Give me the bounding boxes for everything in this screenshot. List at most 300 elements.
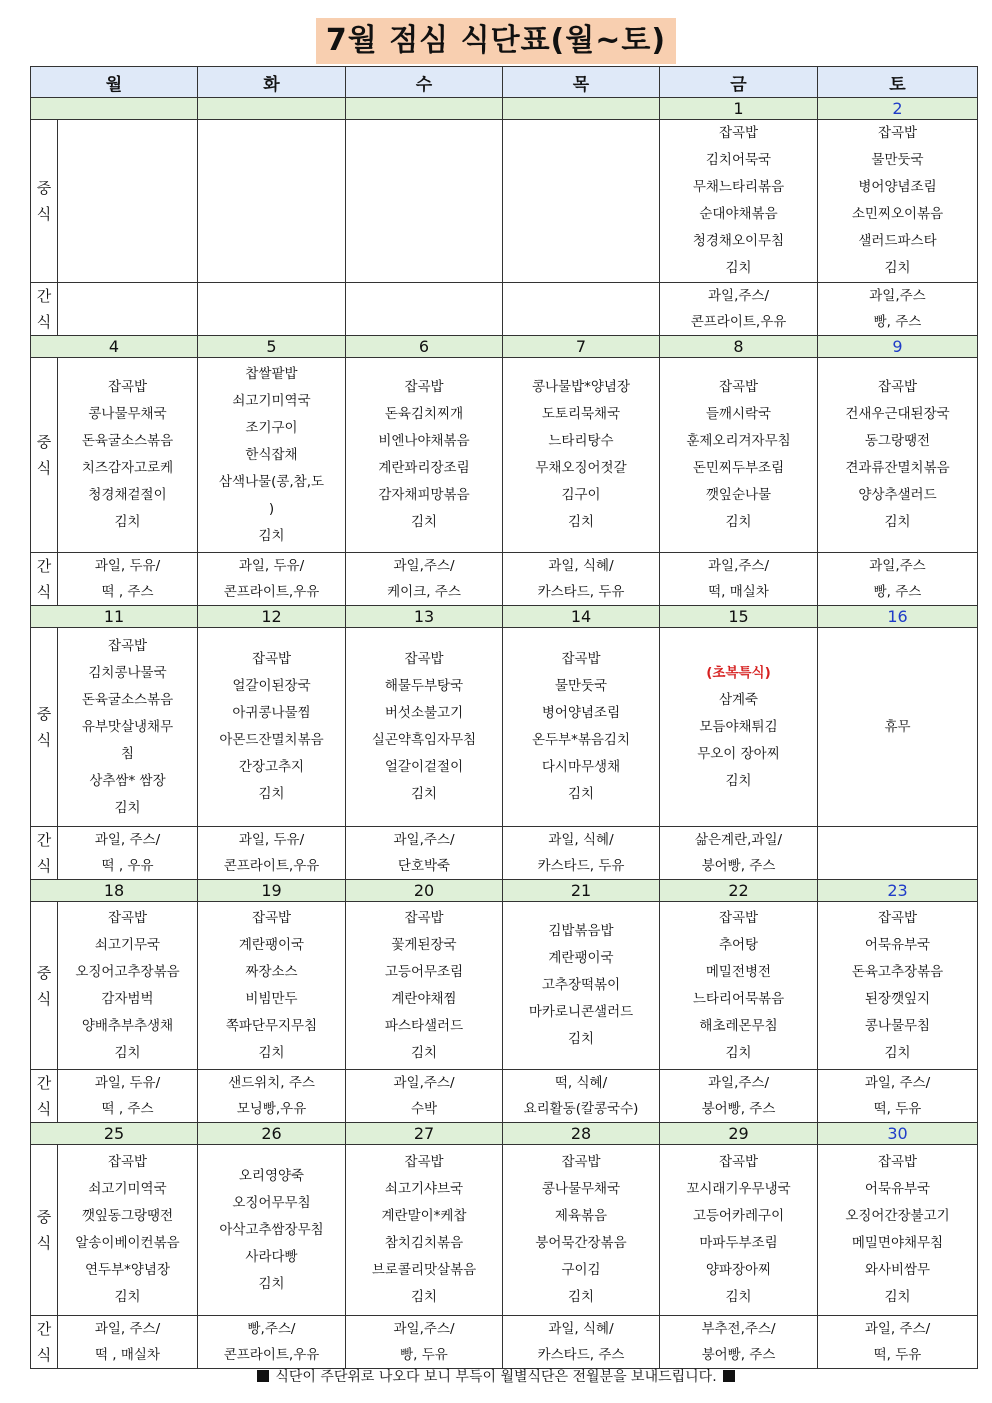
menu-item: 얼갈이된장국	[232, 678, 311, 694]
snack-label-text: 간	[36, 557, 52, 575]
menu-item: 병어양념조림	[541, 705, 621, 721]
menu-item: 오징어간장불고기	[845, 1208, 950, 1224]
menu-item: 깻잎동그랑땡전	[81, 1208, 174, 1224]
lunch-cell	[818, 120, 978, 283]
snack-label	[31, 827, 58, 880]
snack-label-text: 식	[36, 583, 52, 601]
snack-item: 과일,주스/	[707, 558, 769, 574]
menu-item: 김구이	[561, 487, 601, 503]
menu-item: 사라다빵	[245, 1248, 298, 1265]
menu-item: (초복특식)	[706, 664, 771, 681]
date-cell: 26	[198, 1123, 346, 1145]
lunch-cell	[58, 358, 198, 553]
menu-item: 무채오징어젓갈	[535, 460, 627, 476]
snack-item: 떡, 두유	[873, 1347, 922, 1363]
menu-item: 느타리탕수	[548, 433, 614, 449]
menu-item: 잡곡밥	[561, 1154, 601, 1170]
menu-item: 김치	[258, 1044, 285, 1061]
menu-table-body	[31, 67, 978, 1369]
lunch-label	[31, 358, 58, 553]
menu-item: 김치콩나물국	[88, 664, 167, 681]
snack-row	[31, 1070, 978, 1123]
menu-item: 김치	[410, 786, 438, 802]
menu-item: 간장고추지	[238, 759, 305, 775]
menu-item: 잡곡밥	[251, 909, 292, 926]
lunch-label-text: 식	[36, 731, 52, 749]
date-cell: 13	[346, 606, 503, 628]
weekday-header-thu: 목	[503, 67, 660, 98]
menu-item: 김치	[410, 514, 438, 530]
menu-item: 잡곡밥	[107, 909, 148, 926]
snack-item: 과일, 두유/	[94, 558, 161, 574]
snack-item: 수박	[410, 1101, 438, 1117]
snack-item: 과일,주스/	[393, 1075, 455, 1091]
snack-row	[31, 1316, 978, 1369]
menu-item: 돈육굴소스볶음	[81, 433, 174, 449]
menu-item: 건새우근대된장국	[845, 406, 950, 422]
menu-item: 쇠고기미역국	[88, 1181, 167, 1197]
lunch-cell	[818, 628, 978, 827]
menu-item: 샐러드파스타	[858, 233, 937, 249]
menu-item: 잡곡밥	[251, 651, 292, 667]
snack-item: 콘프라이트,우유	[223, 1347, 320, 1363]
lunch-cell	[818, 358, 978, 553]
date-cell: 15	[660, 606, 818, 628]
snack-cell	[346, 283, 503, 336]
snack-cell	[198, 1070, 346, 1123]
snack-row	[31, 827, 978, 880]
snack-item: 카스타드, 두유	[537, 584, 625, 600]
menu-item: 쇠고기샤브국	[384, 1181, 464, 1197]
lunch-cell	[198, 120, 346, 283]
square-bullet-icon	[257, 1370, 269, 1382]
date-row	[31, 880, 978, 902]
menu-item: 김밥볶음밥	[548, 923, 614, 939]
snack-cell	[503, 827, 660, 880]
lunch-label	[31, 120, 58, 283]
date-row	[31, 98, 978, 120]
snack-item: 과일,주스/	[393, 558, 455, 574]
snack-cell	[818, 1316, 978, 1369]
lunch-cell	[503, 902, 660, 1070]
menu-item: 알송이베이컨볶음	[75, 1235, 180, 1251]
date-cell-mon: 18	[31, 880, 198, 902]
menu-item: 물만둣국	[554, 678, 608, 694]
menu-item: 비빔만두	[245, 990, 298, 1007]
snack-cell	[503, 1316, 660, 1369]
lunch-cell	[58, 1145, 198, 1316]
menu-item: 오징어무무침	[232, 1194, 311, 1211]
snack-item: 과일,주스/	[393, 832, 455, 848]
menu-item: 김치	[884, 514, 911, 530]
menu-item: 김치	[410, 1289, 438, 1305]
weekday-header-tue: 화	[198, 67, 346, 98]
date-row	[31, 1123, 978, 1145]
snack-cell	[660, 553, 818, 606]
title-wrap	[0, 18, 992, 64]
menu-item: 짜장소스	[245, 963, 298, 980]
snack-label	[31, 553, 58, 606]
menu-item: 잡곡밥	[404, 651, 444, 667]
snack-item: 콘프라이트,우유	[223, 858, 320, 874]
snack-cell	[660, 1316, 818, 1369]
lunch-cell	[660, 902, 818, 1070]
snack-item: 과일,주스/	[707, 1075, 769, 1091]
snack-item: 과일, 식혜/	[548, 832, 614, 848]
menu-item: 김치	[114, 1044, 141, 1061]
date-cell: 16	[818, 606, 978, 628]
menu-item: 아삭고추쌈장무침	[219, 1221, 324, 1238]
snack-item: 요리활동(칼콩국수)	[523, 1101, 639, 1117]
snack-cell	[198, 827, 346, 880]
snack-item: 단호박죽	[397, 858, 451, 874]
menu-item: 잡곡밥	[718, 909, 759, 926]
menu-item: 순대야채볶음	[699, 206, 778, 222]
menu-item: 찹쌀팥밥	[245, 365, 298, 382]
lunch-cell	[198, 628, 346, 827]
menu-item: 김치	[114, 514, 141, 530]
menu-item: )	[268, 500, 275, 517]
snack-cell	[818, 553, 978, 606]
snack-cell	[198, 553, 346, 606]
menu-item: 해초레몬무침	[699, 1017, 778, 1034]
menu-item: 느타리어묵볶음	[692, 990, 785, 1007]
menu-item: 동그랑땡전	[864, 433, 931, 449]
menu-item: 계란야채찜	[391, 990, 457, 1007]
menu-item: 돈육김치찌개	[384, 406, 464, 422]
snack-item: 샌드위치, 주스	[228, 1075, 315, 1091]
snack-item: 빵, 두유	[400, 1347, 448, 1363]
menu-item: 고등어무조림	[384, 963, 464, 980]
menu-item: 김치	[258, 527, 285, 544]
snack-cell	[58, 553, 198, 606]
menu-item: 삼계죽	[718, 691, 759, 708]
date-cell-mon	[31, 98, 198, 120]
snack-label-text: 간	[36, 831, 52, 849]
menu-item: 김치	[567, 786, 595, 802]
menu-item: 쇠고기미역국	[232, 392, 311, 409]
snack-item: 떡 , 주스	[101, 1101, 154, 1117]
menu-item: 도토리묵채국	[541, 406, 621, 422]
lunch-cell	[660, 628, 818, 827]
date-cell: 8	[660, 336, 818, 358]
menu-item: 김치	[567, 1289, 595, 1305]
page-title: 7월 점심 식단표(월~토)	[316, 18, 676, 64]
snack-item: 과일,주스	[869, 288, 926, 304]
menu-item: 김치	[884, 260, 911, 276]
snack-cell	[818, 827, 978, 880]
menu-item: 김치	[884, 1289, 911, 1305]
snack-cell	[346, 1316, 503, 1369]
snack-cell	[660, 283, 818, 336]
snack-label-text: 간	[36, 1074, 52, 1092]
lunch-cell	[58, 902, 198, 1070]
date-row	[31, 336, 978, 358]
menu-item: 실곤약흑임자무침	[371, 732, 477, 748]
snack-item: 과일,주스/	[707, 288, 769, 304]
menu-item: 온두부*볶음김치	[531, 732, 631, 748]
lunch-row	[31, 1145, 978, 1316]
lunch-cell	[346, 1145, 503, 1316]
snack-cell	[660, 827, 818, 880]
menu-item: 들깨시락국	[705, 406, 772, 422]
lunch-cell	[503, 628, 660, 827]
menu-item: 마카로니콘샐러드	[528, 1004, 634, 1020]
menu-item: 계란팽이국	[238, 936, 305, 953]
snack-item: 붕어빵, 주스	[701, 858, 776, 874]
menu-item: 브로콜리맛살볶음	[371, 1262, 477, 1278]
date-cell	[503, 98, 660, 120]
snack-item: 빵, 주스	[873, 584, 922, 600]
menu-item: 김치	[725, 514, 752, 530]
lunch-cell	[818, 902, 978, 1070]
menu-item: 청경채오이무침	[692, 233, 785, 249]
date-cell: 22	[660, 880, 818, 902]
menu-item: 아몬드잔멸치볶음	[219, 732, 324, 748]
snack-cell	[503, 283, 660, 336]
snack-label-text: 간	[36, 287, 52, 305]
menu-item: 잡곡밥	[718, 1154, 759, 1170]
lunch-cell	[818, 1145, 978, 1316]
lunch-cell	[198, 1145, 346, 1316]
lunch-row	[31, 358, 978, 553]
snack-item: 카스타드, 두유	[537, 858, 625, 874]
snack-item: 과일,주스/	[393, 1321, 455, 1337]
menu-item: 해물두부탕국	[384, 678, 464, 694]
date-row	[31, 606, 978, 628]
date-cell: 21	[503, 880, 660, 902]
menu-item: 양상추샐러드	[858, 487, 937, 503]
menu-item: 청경채겉절이	[88, 487, 167, 503]
menu-item: 추어탕	[718, 936, 759, 953]
menu-item: 무오이 장아찌	[697, 745, 780, 762]
date-cell: 28	[503, 1123, 660, 1145]
menu-item: 모듬야채튀김	[699, 718, 778, 735]
lunch-label-text: 중	[36, 963, 52, 982]
snack-cell	[58, 827, 198, 880]
menu-item: 구이김	[561, 1262, 601, 1278]
lunch-cell	[58, 628, 198, 827]
menu-item: 김치	[725, 772, 752, 789]
menu-item: 김치	[258, 1275, 285, 1292]
lunch-cell	[660, 358, 818, 553]
lunch-label-text: 식	[36, 1234, 52, 1252]
snack-cell	[198, 1316, 346, 1369]
menu-item: 김치	[114, 799, 141, 816]
snack-label-text: 간	[36, 1320, 52, 1338]
menu-item: 잡곡밥	[877, 379, 918, 395]
menu-item: 소민찌오이볶음	[851, 206, 944, 222]
menu-item: 잡곡밥	[107, 379, 148, 395]
menu-item: 다시마무생채	[541, 759, 621, 775]
snack-cell	[660, 1070, 818, 1123]
menu-item: 붕어묵간장볶음	[535, 1235, 627, 1251]
snack-item: 카스타드, 주스	[537, 1347, 625, 1363]
date-cell: 19	[198, 880, 346, 902]
menu-item: 삼색나물(콩,참,도	[218, 473, 325, 490]
menu-item: 콩나물무채국	[88, 406, 167, 422]
menu-item: 고등어카레구이	[692, 1208, 785, 1224]
menu-item: 잡곡밥	[877, 1154, 918, 1170]
date-cell: 6	[346, 336, 503, 358]
lunch-cell	[660, 120, 818, 283]
date-cell	[346, 98, 503, 120]
snack-cell	[503, 553, 660, 606]
menu-item: 한식잡채	[245, 446, 298, 463]
snack-row	[31, 553, 978, 606]
lunch-label-text: 중	[36, 705, 52, 723]
menu-item: 잡곡밥	[107, 1154, 148, 1170]
date-cell: 14	[503, 606, 660, 628]
snack-cell	[58, 1070, 198, 1123]
lunch-row	[31, 120, 978, 283]
snack-item: 과일, 주스/	[864, 1321, 931, 1337]
menu-item: 감자채피망볶음	[378, 487, 470, 503]
snack-item: 떡 , 주스	[101, 584, 154, 600]
lunch-row	[31, 902, 978, 1070]
date-cell: 5	[198, 336, 346, 358]
lunch-label-text: 중	[36, 179, 52, 197]
menu-item: 병어양념조림	[858, 179, 937, 195]
snack-cell	[346, 827, 503, 880]
lunch-cell	[346, 902, 503, 1070]
snack-item: 떡, 식혜/	[554, 1075, 608, 1091]
menu-item: 김치	[725, 1044, 752, 1061]
menu-table	[30, 66, 978, 1369]
date-cell	[198, 98, 346, 120]
menu-item: 잡곡밥	[404, 909, 444, 926]
menu-item: 어묵유부국	[864, 936, 931, 953]
menu-item: 물만둣국	[871, 152, 924, 168]
snack-label-text: 식	[36, 1100, 52, 1118]
snack-cell	[346, 1070, 503, 1123]
snack-cell	[818, 283, 978, 336]
menu-item: 김치	[567, 1031, 595, 1047]
menu-item: 고추장떡볶이	[541, 977, 621, 993]
snack-item: 떡, 두유	[873, 1101, 922, 1117]
menu-item: 오징어고추장볶음	[75, 963, 180, 980]
snack-label	[31, 283, 58, 336]
menu-item: 어묵유부국	[864, 1181, 931, 1197]
menu-item: 제육볶음	[554, 1208, 608, 1224]
snack-item: 붕어빵, 주스	[701, 1347, 776, 1363]
date-cell: 27	[346, 1123, 503, 1145]
menu-item: 잡곡밥	[404, 1154, 444, 1170]
menu-item: 김치	[567, 514, 595, 530]
menu-item: 쪽파단무지무침	[225, 1017, 318, 1034]
menu-item: 김치어묵국	[705, 152, 772, 168]
menu-item: 계란꽈리장조림	[378, 460, 470, 476]
menu-item: 잡곡밥	[718, 379, 759, 395]
lunch-label	[31, 902, 58, 1070]
date-cell: 9	[818, 336, 978, 358]
menu-item: 참치김치볶음	[384, 1235, 464, 1251]
lunch-label	[31, 628, 58, 827]
snack-cell	[818, 1070, 978, 1123]
date-cell: 2	[818, 98, 978, 120]
snack-label-text: 식	[36, 313, 52, 331]
menu-item: 계란팽이국	[548, 950, 614, 966]
menu-item: 조기구이	[245, 419, 298, 436]
lunch-label-text: 중	[36, 433, 52, 451]
menu-item: 훈제오리겨자무침	[686, 433, 791, 449]
lunch-cell	[346, 120, 503, 283]
lunch-label-text: 식	[36, 989, 52, 1008]
menu-item: 잡곡밥	[561, 651, 601, 667]
snack-item: 부추전,주스/	[701, 1321, 776, 1337]
weekday-header-mon: 월	[31, 67, 198, 98]
menu-item: 휴무	[884, 718, 911, 735]
menu-item: 계란말이*케찹	[381, 1208, 467, 1224]
menu-item: 비엔나야채볶음	[378, 433, 470, 449]
date-cell-mon: 25	[31, 1123, 198, 1145]
menu-item: 침	[120, 745, 135, 762]
snack-item: 빵, 주스	[873, 314, 922, 330]
snack-item: 케이크, 주스	[387, 584, 461, 600]
lunch-cell	[346, 358, 503, 553]
menu-item: 김치	[725, 260, 752, 276]
lunch-label	[31, 1145, 58, 1316]
weekday-header-row	[31, 67, 978, 98]
menu-item: 돈육고추장볶음	[851, 963, 944, 980]
date-cell-mon: 4	[31, 336, 198, 358]
menu-item: 상추쌈* 쌈장	[89, 772, 166, 789]
menu-item: 연두부*양념장	[85, 1262, 170, 1278]
menu-item: 꼬시래기우무냉국	[686, 1181, 791, 1197]
snack-cell	[346, 553, 503, 606]
snack-label	[31, 1070, 58, 1123]
date-cell: 30	[818, 1123, 978, 1145]
snack-item: 과일, 두유/	[94, 1075, 161, 1091]
snack-item: 과일, 두유/	[238, 832, 305, 848]
weekday-header-sat: 토	[818, 67, 978, 98]
menu-item: 깻잎순나물	[705, 487, 772, 503]
menu-item: 잡곡밥	[877, 909, 918, 926]
snack-item: 과일, 주스/	[94, 1321, 161, 1337]
menu-item: 콩나물무침	[864, 1017, 931, 1034]
snack-label-text: 식	[36, 857, 52, 875]
lunch-label-text: 중	[36, 1208, 52, 1226]
menu-item: 양파장아찌	[705, 1262, 772, 1278]
menu-item: 마파두부조림	[699, 1235, 778, 1251]
menu-item: 된장깻잎지	[864, 990, 931, 1007]
snack-label-text: 식	[36, 1346, 52, 1364]
date-cell: 7	[503, 336, 660, 358]
menu-item: 김치	[114, 1289, 141, 1305]
menu-item: 양배추부추생채	[81, 1017, 174, 1034]
snack-item: 과일,주스	[869, 558, 926, 574]
menu-item: 잡곡밥	[107, 637, 148, 654]
menu-item: 메밀면야채무침	[851, 1235, 944, 1251]
menu-item: 메밀전병전	[705, 963, 772, 980]
lunch-label-text: 식	[36, 205, 52, 223]
menu-item: 김치	[884, 1044, 911, 1061]
snack-cell	[58, 1316, 198, 1369]
lunch-cell	[198, 902, 346, 1070]
snack-item: 과일, 두유/	[238, 558, 305, 574]
snack-item: 과일, 식혜/	[548, 1321, 614, 1337]
snack-item: 과일, 주스/	[864, 1075, 931, 1091]
date-cell-mon: 11	[31, 606, 198, 628]
snack-cell	[198, 283, 346, 336]
snack-item: 삶은계란,과일/	[694, 832, 783, 848]
date-cell: 1	[660, 98, 818, 120]
snack-row	[31, 283, 978, 336]
snack-item: 과일, 주스/	[94, 832, 161, 848]
menu-item: 무채느타리볶음	[692, 179, 785, 195]
snack-item: 떡 , 매실차	[94, 1347, 161, 1363]
lunch-cell	[503, 1145, 660, 1316]
